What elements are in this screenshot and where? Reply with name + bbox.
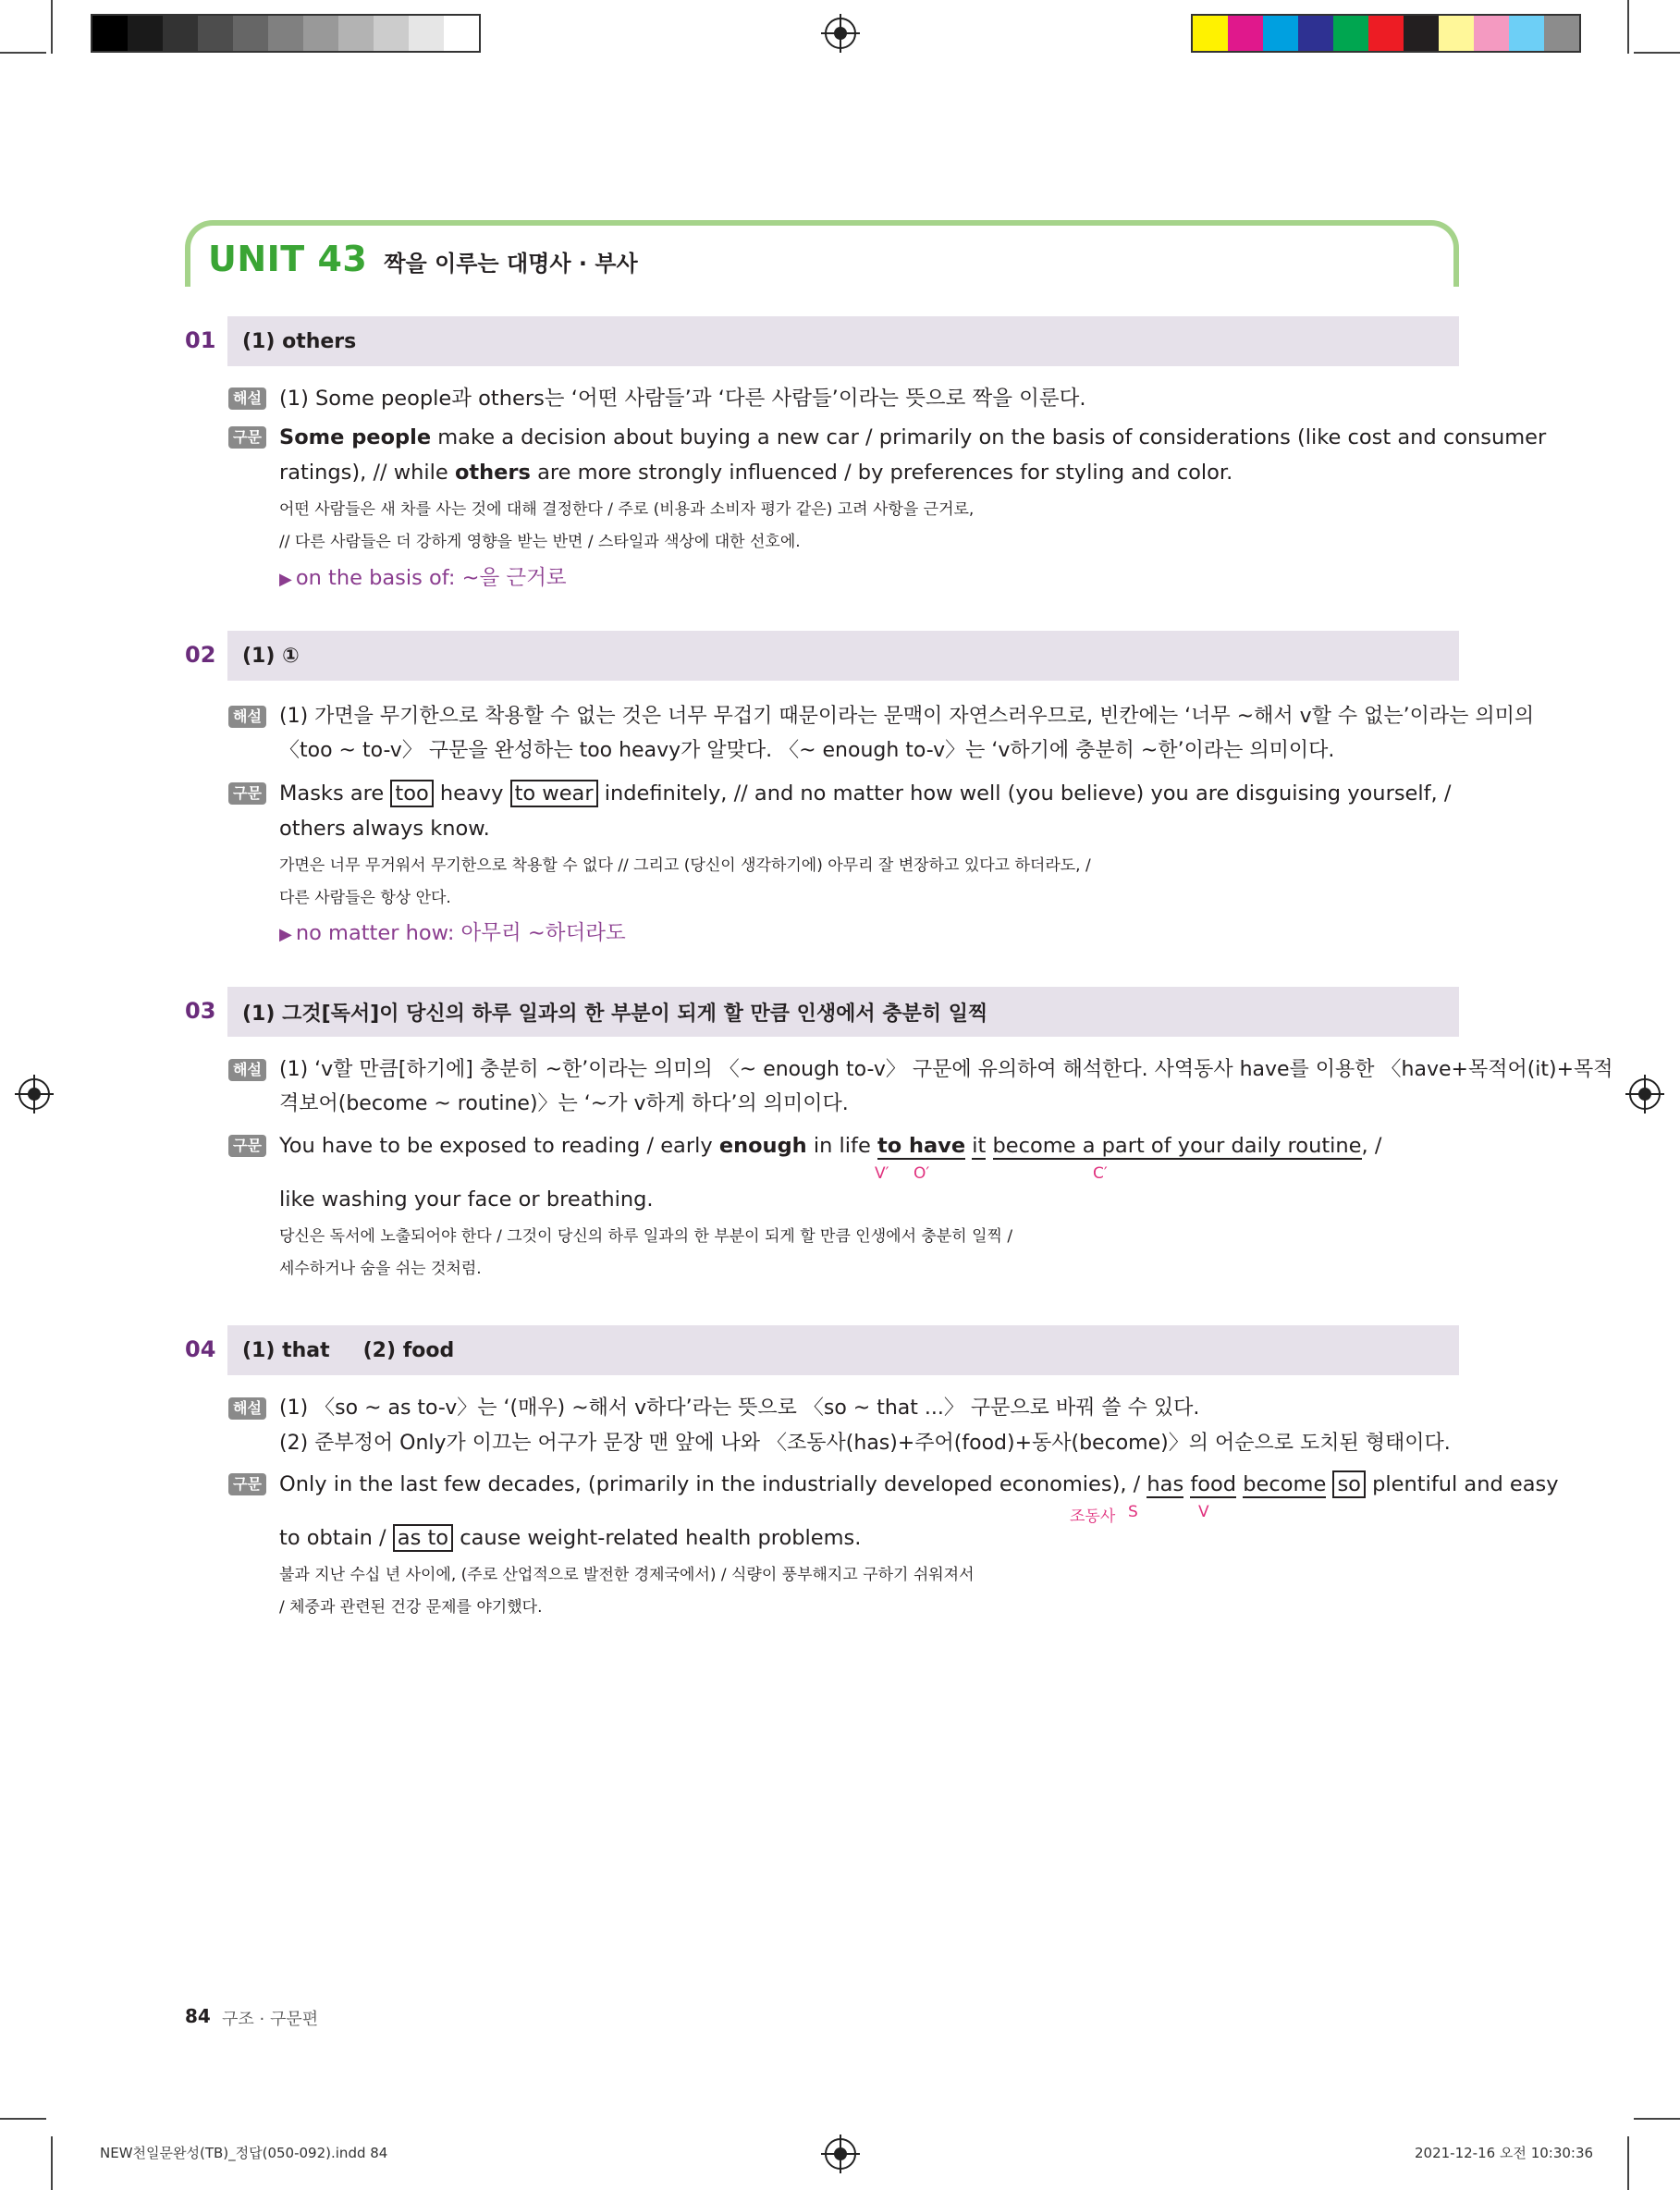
translation-line: 불과 지난 수십 년 사이에, (주로 산업적으로 발전한 경제국에서) / 식량이 풍부해지고 구하기 쉬워져서 — [279, 1566, 975, 1584]
key-word: enough — [718, 1134, 807, 1158]
boxed-word: to wear — [510, 780, 598, 807]
crop-mark — [1627, 0, 1629, 54]
answer: (1) others — [242, 329, 357, 353]
vocab-note — [279, 919, 626, 949]
structure-tag: 구문 — [228, 782, 266, 805]
explain-line: 격보어(become ~ routine)〉는 ‘~가 v하게 하다’의 의미이다. — [279, 1092, 849, 1115]
structure-line — [279, 424, 1546, 451]
answer: (1) ① — [242, 644, 300, 668]
subject-phrase: others — [454, 461, 531, 485]
subject-phrase: Some people — [279, 425, 432, 449]
structure-line — [279, 780, 1451, 807]
structure-line — [279, 1470, 1559, 1498]
vocab-note-text: on the basis of: ~을 근거로 — [295, 566, 567, 590]
crop-mark — [1627, 2136, 1629, 2190]
grammar-label: S — [1128, 1503, 1138, 1521]
section-04 — [185, 1325, 1559, 1630]
structure-text: are more strongly influenced / by preferences for styling and color. — [530, 461, 1233, 485]
structure-text: plentiful and easy — [1365, 1472, 1559, 1496]
structure-line — [279, 1132, 1381, 1160]
space — [986, 1134, 992, 1158]
vocab-note-text: no matter how: 아무리 ~하더라도 — [295, 921, 626, 945]
file-slug: NEW천일문완성(TB)_정답(050-092).indd 84 — [100, 2145, 388, 2161]
section-number: 02 — [185, 642, 216, 668]
translation-line: 세수하거나 숨을 쉬는 것처럼. — [279, 1260, 482, 1278]
section-01 — [185, 316, 1547, 603]
boxed-word: so — [1332, 1470, 1366, 1498]
page-number: 84 — [185, 2005, 211, 2027]
grammar-label: O′ — [914, 1164, 930, 1183]
explain-tag: 해설 — [228, 1059, 266, 1081]
explain-tag: 해설 — [228, 1397, 266, 1420]
answer: (1) that — [242, 1338, 330, 1362]
translation-line: 어떤 사람들은 새 차를 사는 것에 대해 결정한다 / 주로 (비용과 소비자 평가 같은) 고려 사항을 근거로, — [279, 500, 975, 519]
translation-line: 다른 사람들은 항상 안다. — [279, 889, 451, 907]
explain-line: (1) ‘v할 만큼[하기에] 충분히 ~한’이라는 의미의 〈~ enough to-v〉 구문에 유의하여 해석한다. 사역동사 have를 이용한 〈have+목적어(it)+목적 — [279, 1058, 1613, 1081]
structure-text: Only in the last few decades, (primarily in the industrially developed economies), / — [279, 1472, 1147, 1496]
registration-mark-icon — [18, 1078, 50, 1110]
registration-mark-icon — [825, 2138, 856, 2170]
underlined-auxiliary: has — [1147, 1472, 1184, 1496]
unit-subtitle: 짝을 이루는 대명사 · 부사 — [384, 251, 638, 277]
structure-text: ratings), // while — [279, 461, 455, 485]
answer-bar — [227, 987, 1459, 1037]
structure-line: others always know. — [279, 817, 490, 841]
grayscale-bar — [91, 14, 481, 53]
translation-line: 가면은 너무 무거워서 무기한으로 착용할 수 없다 // 그리고 (당신이 생각하기에) 아무리 잘 변장하고 있다고 하더라도, / — [279, 856, 1091, 875]
explain-tag: 해설 — [228, 706, 266, 728]
explain-line: 〈too ~ to-v〉 구문을 완성하는 too heavy가 알맞다. 〈~ enough to-v〉는 ‘v하기에 충분히 ~한’이라는 의미이다. — [279, 739, 1335, 762]
unit-number: UNIT 43 — [208, 239, 368, 279]
explain-line: (2) 준부정어 Only가 이끄는 어구가 문장 맨 앞에 나와 〈조동사(has)+주어(food)+동사(become)〉의 어순으로 도치된 형태이다. — [279, 1432, 1451, 1455]
structure-text: Masks are — [279, 781, 391, 806]
section-number: 03 — [185, 998, 216, 1024]
underlined-subject: food — [1190, 1472, 1237, 1496]
vocab-note — [279, 564, 567, 594]
answer-bar — [227, 631, 1459, 681]
underlined-verb: become — [1243, 1472, 1327, 1496]
structure-text: , / — [1361, 1134, 1382, 1158]
page-section-label: 구조 · 구문편 — [222, 2010, 319, 2029]
underlined-complement: become a part of your daily routine — [992, 1134, 1362, 1158]
explain-tag: 해설 — [228, 388, 266, 410]
section-02 — [185, 631, 1535, 954]
answer: (2) food — [362, 1338, 455, 1362]
structure-text: cause weight-related health problems. — [453, 1526, 862, 1550]
explain-line: (1) 가면을 무기한으로 착용할 수 없는 것은 너무 무겁기 때문이라는 문맥이 자연스러우므로, 빈칸에는 ‘너무 ~해서 v할 수 없는’이라는 의미의 — [279, 705, 1535, 728]
structure-text: indefinitely, // and no matter how well (you believe) you are disguising yourself, / — [597, 781, 1452, 806]
registration-mark-icon — [825, 18, 856, 49]
underlined-verb: to have — [877, 1134, 966, 1158]
structure-tag: 구문 — [228, 426, 266, 449]
boxed-word: too — [390, 780, 433, 807]
structure-tag: 구문 — [228, 1135, 266, 1157]
structure-text: to obtain / — [279, 1526, 393, 1550]
grammar-label: V — [1198, 1503, 1209, 1521]
structure-text: You have to be exposed to reading / early — [279, 1134, 719, 1158]
grammar-label: V′ — [875, 1164, 889, 1183]
structure-line — [279, 459, 1232, 486]
unit-title — [208, 239, 638, 279]
answer: (1) 그것[독서]이 당신의 하루 일과의 한 부분이 되게 할 만큼 인생에서 충분히 일찍 — [242, 1002, 988, 1026]
crop-mark — [0, 2118, 46, 2120]
underlined-object: it — [972, 1134, 987, 1158]
crop-mark — [51, 0, 53, 54]
translation-line: / 체중과 관련된 건강 문제를 야기했다. — [279, 1598, 543, 1617]
answer-bar — [227, 316, 1459, 366]
triangle-bullet-icon: ▶ — [279, 570, 292, 589]
explain-line: (1) Some people과 others는 ‘어떤 사람들’과 ‘다른 사람들’이라는 뜻으로 짝을 이룬다. — [279, 387, 1086, 411]
crop-mark — [0, 52, 46, 54]
section-number: 04 — [185, 1336, 216, 1362]
section-03 — [185, 987, 1613, 1301]
boxed-word: as to — [393, 1524, 453, 1552]
structure-text: in life — [806, 1134, 877, 1158]
structure-line — [279, 1524, 861, 1552]
grammar-label: 조동사 — [1070, 1507, 1116, 1526]
section-number: 01 — [185, 327, 216, 353]
crop-mark — [1634, 2118, 1680, 2120]
translation-line: 당신은 독서에 노출되어야 한다 / 그것이 당신의 하루 일과의 한 부분이 되게 할 만큼 인생에서 충분히 일찍 / — [279, 1227, 1013, 1246]
crop-mark — [51, 2136, 53, 2190]
answer-bar — [227, 1325, 1459, 1375]
explain-line: (1) 〈so ~ as to-v〉는 ‘(매우) ~해서 v하다’라는 뜻으로 〈so ~ that ...〉 구문으로 바꿔 쓸 수 있다. — [279, 1396, 1200, 1420]
date-slug: 2021-12-16 오전 10:30:36 — [1415, 2145, 1594, 2161]
structure-line: like washing your face or breathing. — [279, 1187, 654, 1212]
structure-text: heavy — [433, 781, 510, 806]
translation-line: // 다른 사람들은 더 강하게 영향을 받는 반면 / 스타일과 색상에 대한 선호에. — [279, 533, 801, 551]
color-bar — [1191, 14, 1581, 53]
grammar-label: C′ — [1093, 1164, 1108, 1183]
structure-tag: 구문 — [228, 1473, 266, 1495]
triangle-bullet-icon: ▶ — [279, 925, 292, 944]
crop-mark — [1634, 52, 1680, 54]
structure-text: make a decision about buying a new car / primarily on the basis of considerations (like cost and consumer — [431, 425, 1547, 449]
registration-mark-icon — [1629, 1078, 1661, 1110]
